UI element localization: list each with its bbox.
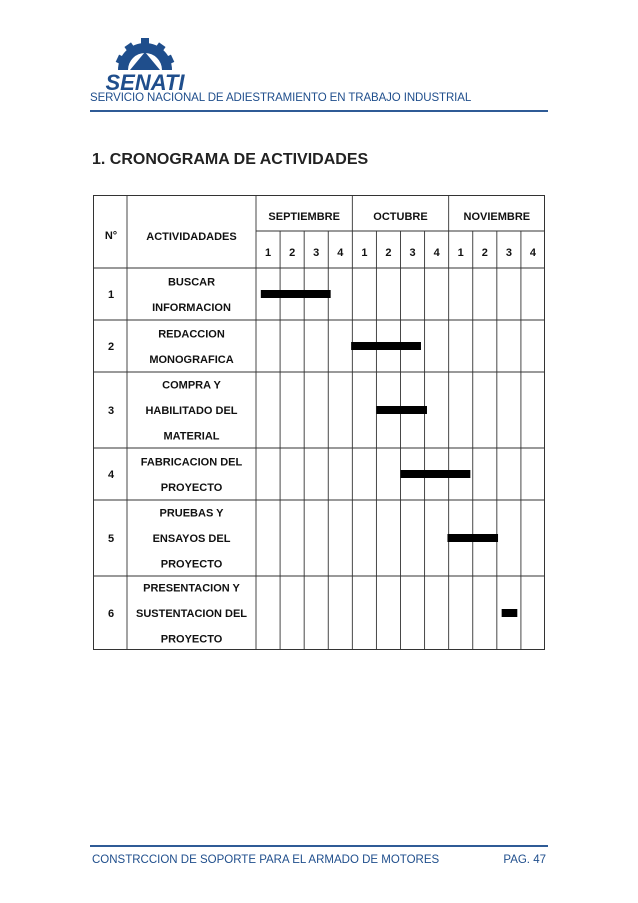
activity-name: FABRICACION DEL xyxy=(140,456,243,469)
activity-name: COMPRA Y xyxy=(162,379,221,392)
institution-name: SERVICIO NACIONAL DE ADIESTRAMIENTO EN TRABAJO INDUSTRIAL xyxy=(90,92,472,104)
week-header: 2 xyxy=(385,247,392,259)
gantt-bar xyxy=(447,534,498,542)
week-header: 1 xyxy=(361,247,368,259)
gear-icon xyxy=(116,38,175,70)
table-border xyxy=(94,196,545,650)
week-header: 1 xyxy=(457,247,464,259)
activity-name: PROYECTO xyxy=(160,633,223,646)
month-header: NOVIEMBRE xyxy=(463,211,531,223)
activity-name: HABILITADO DEL xyxy=(145,405,238,417)
row-number: 2 xyxy=(107,341,115,353)
page-number: PAG. 47 xyxy=(503,854,546,866)
activity-name: PRESENTACION Y xyxy=(143,582,240,595)
gantt-bar xyxy=(502,609,518,617)
week-header: 4 xyxy=(433,247,440,259)
activity-name: PROYECTO xyxy=(160,558,223,571)
week-header: 3 xyxy=(409,247,416,259)
activity-column-header: ACTIVIDADADES xyxy=(146,231,237,243)
gantt-bar xyxy=(401,470,471,478)
footer-document-title: CONSTRCCION DE SOPORTE PARA EL ARMADO DE MOTORES xyxy=(92,854,440,866)
row-number: 6 xyxy=(107,608,115,620)
footer-divider xyxy=(90,845,548,847)
activity-name: INFORMACION xyxy=(152,301,231,314)
row-number: 3 xyxy=(107,405,115,417)
number-column-header: N° xyxy=(104,230,118,242)
gantt-bar xyxy=(376,406,427,414)
month-header: SEPTIEMBRE xyxy=(268,211,340,223)
month-header: OCTUBRE xyxy=(373,211,428,223)
senati-logo xyxy=(90,32,200,94)
week-header: 2 xyxy=(481,247,488,259)
row-number: 5 xyxy=(107,533,115,545)
week-header: 4 xyxy=(529,247,537,259)
gantt-bar xyxy=(351,342,421,350)
logo-wordmark: SENATI xyxy=(105,70,185,94)
row-number: 4 xyxy=(107,469,115,481)
activity-name: SUSTENTACION DEL xyxy=(135,608,248,620)
activity-name: MATERIAL xyxy=(163,430,220,443)
activity-name: REDACCION xyxy=(158,328,225,341)
week-header: 2 xyxy=(289,247,296,259)
activity-name: PRUEBAS Y xyxy=(159,507,224,520)
section-title: 1. CRONOGRAMA DE ACTIVIDADES xyxy=(92,151,369,168)
header-divider xyxy=(90,110,548,112)
week-header: 3 xyxy=(505,247,512,259)
week-header: 3 xyxy=(313,247,320,259)
activity-name: BUSCAR xyxy=(167,276,216,289)
activity-name: ENSAYOS DEL xyxy=(152,533,231,545)
week-header: 1 xyxy=(264,247,272,259)
row-number: 1 xyxy=(107,289,115,301)
schedule-table xyxy=(93,195,545,650)
week-header: 4 xyxy=(337,247,344,259)
gantt-bar xyxy=(261,290,331,298)
activity-name: PROYECTO xyxy=(160,481,223,494)
activity-name: MONOGRAFICA xyxy=(149,353,234,366)
